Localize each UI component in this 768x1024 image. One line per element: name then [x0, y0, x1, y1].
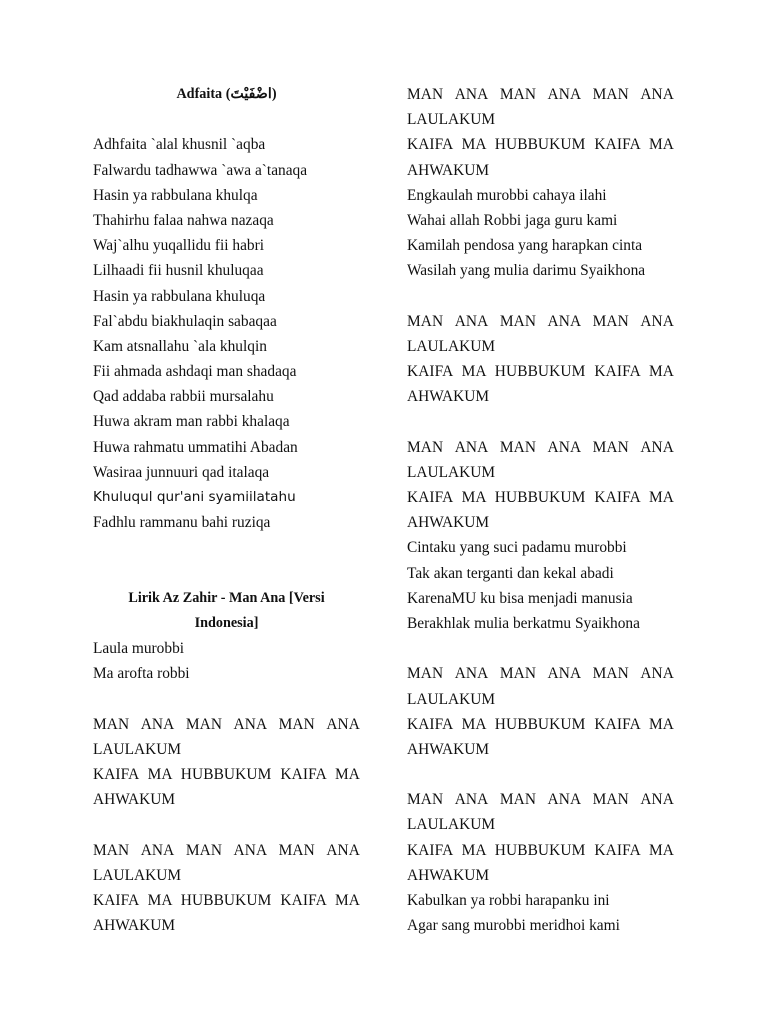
chorus-line: AHWAKUM	[407, 161, 490, 179]
lyric-line: Engkaulah murobbi cahaya ilahi	[407, 186, 607, 204]
chorus-line: KAIFA MA HUBBUKUM KAIFA MA	[93, 766, 360, 784]
lyric-line: Waj`alhu yuqallidu fii habri	[93, 237, 265, 255]
lyric-line: KarenaMU ku bisa menjadi manusia	[407, 589, 633, 607]
lyric-line: Adhfaita `alal khusnil `aqba	[93, 136, 266, 154]
man-ana-title-line-2: Indonesia]	[194, 614, 259, 631]
chorus-line: LAULAKUM	[93, 866, 182, 884]
chorus-line: AHWAKUM	[93, 917, 176, 935]
spacer	[407, 762, 674, 787]
man-ana-title-line-1: Lirik Az Zahir - Man Ana [Versi	[128, 589, 325, 606]
lyric-line: Fii ahmada ashdaqi man shadaqa	[93, 363, 297, 381]
lyric-line: Khuluqul qur'ani syamiilatahu	[93, 489, 296, 505]
spacer	[407, 284, 674, 309]
chorus-line: AHWAKUM	[93, 791, 176, 809]
left-column	[93, 82, 360, 938]
chorus-line: MAN ANA MAN ANA MAN ANA	[407, 438, 674, 456]
lyric-line: Agar sang murobbi meridhoi kami	[407, 917, 620, 935]
spacer	[93, 561, 360, 586]
chorus-line: AHWAKUM	[407, 388, 490, 406]
chorus-line: MAN ANA MAN ANA MAN ANA	[407, 665, 674, 683]
right-column	[407, 82, 674, 938]
chorus-line: KAIFA MA HUBBUKUM KAIFA MA	[407, 841, 674, 859]
chorus-line: LAULAKUM	[407, 111, 496, 129]
lyric-line: Fal`abdu biakhulaqin sabaqaa	[93, 312, 277, 330]
lyric-line: Wasilah yang mulia darimu Syaikhona	[407, 262, 646, 280]
chorus-line: LAULAKUM	[407, 337, 496, 355]
lyric-line: Kamilah pendosa yang harapkan cinta	[407, 237, 643, 255]
spacer	[407, 409, 674, 434]
lyric-line: Wasiraa junnuuri qad italaqa	[93, 463, 270, 481]
lyric-line: Tak akan terganti dan kekal abadi	[407, 564, 614, 582]
lyric-line: Qad addaba rabbii mursalahu	[93, 388, 274, 406]
chorus-line: LAULAKUM	[407, 463, 496, 481]
spacer	[93, 107, 360, 132]
chorus-line: AHWAKUM	[407, 866, 490, 884]
lyric-line: Thahirhu falaa nahwa nazaqa	[93, 211, 274, 229]
lyric-line: Fadhlu rammanu bahi ruziqa	[93, 514, 271, 532]
chorus-line: MAN ANA MAN ANA MAN ANA	[93, 715, 360, 733]
lyric-line: Hasin ya rabbulana khuluqa	[93, 287, 266, 305]
lyric-line: Laula murobbi	[93, 640, 185, 658]
lyric-line: Berakhlak mulia berkatmu Syaikhona	[407, 614, 640, 632]
chorus-line: LAULAKUM	[407, 816, 496, 834]
chorus-line: KAIFA MA HUBBUKUM KAIFA MA	[407, 489, 674, 506]
lyric-line: Wahai allah Robbi jaga guru kami	[407, 211, 618, 229]
lyric-line: Falwardu tadhawwa `awa a`tanaqa	[93, 161, 308, 179]
spacer	[93, 687, 360, 712]
lyric-line: Kabulkan ya robbi harapanku ini	[407, 892, 610, 909]
lyric-line: Huwa rahmatu ummatihi Abadan	[93, 438, 298, 456]
chorus-line: LAULAKUM	[93, 740, 182, 758]
lyric-line: Ma arofta robbi	[93, 665, 190, 683]
lyric-line: Huwa akram man rabbi khalaqa	[93, 413, 290, 431]
chorus-line: KAIFA MA HUBBUKUM KAIFA MA	[407, 363, 674, 381]
chorus-line: MAN ANA MAN ANA MAN ANA	[93, 841, 360, 859]
chorus-line: MAN ANA MAN ANA MAN ANA	[407, 312, 674, 330]
lyric-line: Hasin ya rabbulana khulqa	[93, 186, 258, 204]
chorus-line: KAIFA MA HUBBUKUM KAIFA MA	[93, 892, 360, 909]
chorus-line: MAN ANA MAN ANA MAN ANA	[407, 791, 674, 809]
adfaita-title: Adfaita (اضْفَيْتَ)	[176, 86, 277, 102]
chorus-line: AHWAKUM	[407, 740, 490, 758]
spacer	[407, 636, 674, 661]
chorus-line: KAIFA MA HUBBUKUM KAIFA MA	[407, 136, 674, 154]
chorus-line: LAULAKUM	[407, 690, 496, 708]
spacer	[93, 812, 360, 837]
chorus-line: KAIFA MA HUBBUKUM KAIFA MA	[407, 715, 674, 733]
lyric-line: Cintaku yang suci padamu murobbi	[407, 539, 627, 557]
lyric-line: Kam atsnallahu `ala khulqin	[93, 337, 267, 355]
chorus-line: MAN ANA MAN ANA MAN ANA	[407, 86, 674, 103]
lyric-line: Lilhaadi fii husnil khuluqaa	[93, 262, 264, 280]
chorus-line: AHWAKUM	[407, 514, 490, 532]
spacer	[93, 535, 360, 560]
